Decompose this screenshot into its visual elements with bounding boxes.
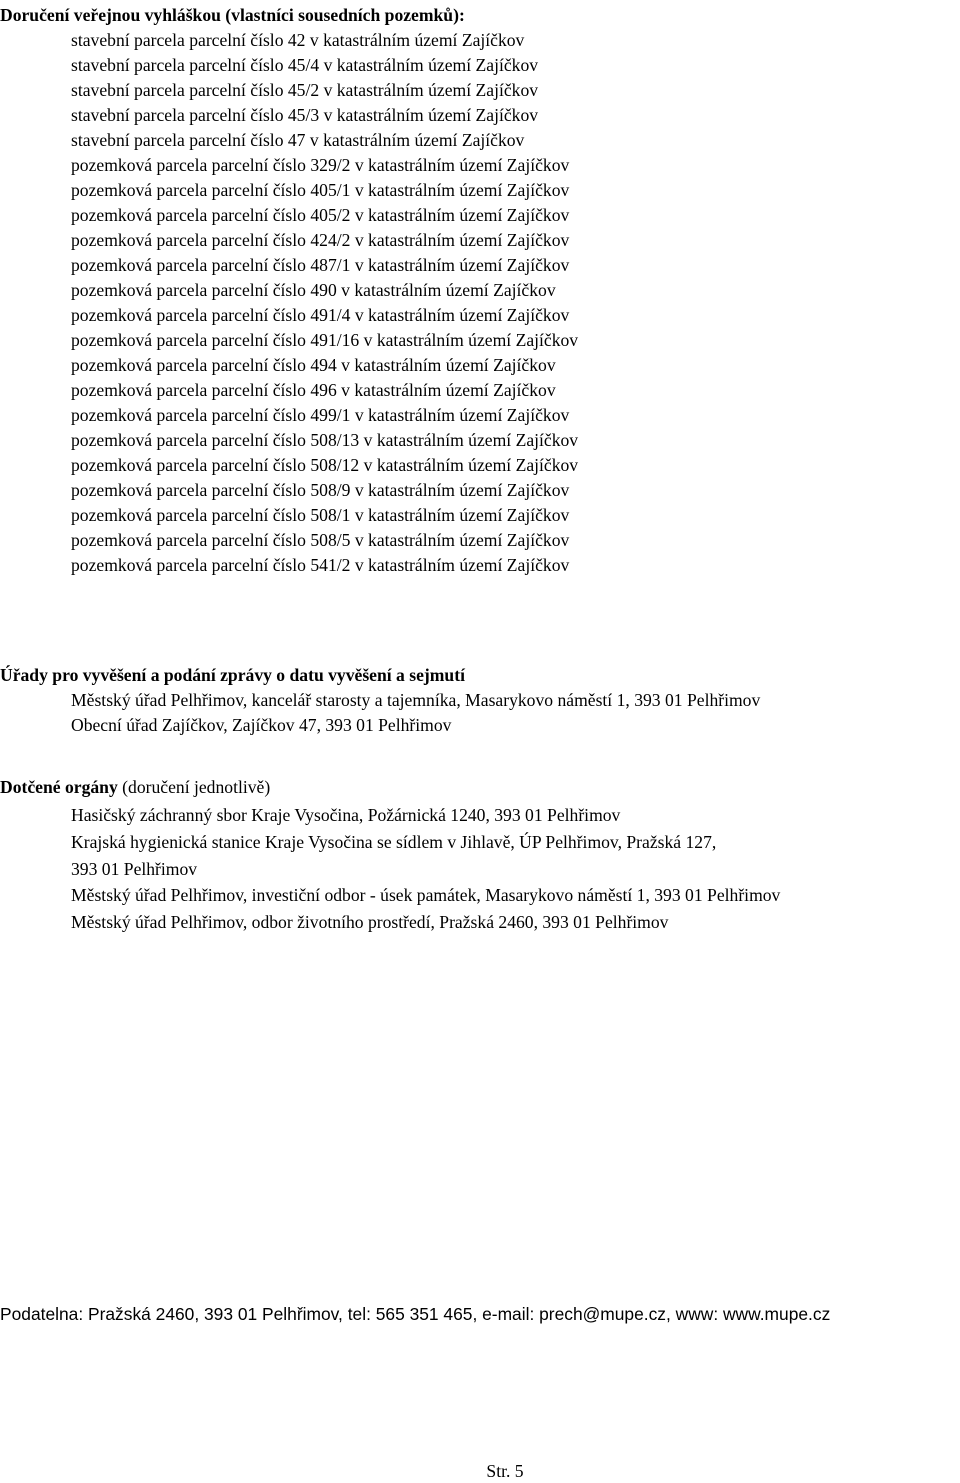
- parcels-heading: Doručení veřejnou vyhláškou (vlastníci sousedních pozemků):: [0, 5, 465, 25]
- parcel-item: pozemková parcela parcelní číslo 405/2 v katastrálním území Zajíčkov: [71, 205, 570, 225]
- parcel-item: stavební parcela parcelní číslo 45/2 v katastrálním území Zajíčkov: [71, 80, 539, 100]
- parcel-item: pozemková parcela parcelní číslo 496 v katastrálním území Zajíčkov: [71, 380, 556, 400]
- parcels-list: [71, 28, 578, 578]
- parcel-item: stavební parcela parcelní číslo 45/3 v katastrálním území Zajíčkov: [71, 105, 539, 125]
- organ-item: Krajská hygienická stanice Kraje Vysočina se sídlem v Jihlavě, ÚP Pelhřimov, Pražská 127,: [71, 831, 717, 852]
- parcel-item: stavební parcela parcelní číslo 47 v katastrálním území Zajíčkov: [71, 130, 525, 150]
- offices-heading: Úřady pro vyvěšení a podání zprávy o datu vyvěšení a sejmutí: [0, 665, 465, 685]
- organ-item: Městský úřad Pelhřimov, odbor životního prostředí, Pražská 2460, 393 01 Pelhřimov: [71, 912, 669, 933]
- parcel-item: pozemková parcela parcelní číslo 499/1 v katastrálním území Zajíčkov: [71, 405, 570, 425]
- footer-contact: Podatelna: Pražská 2460, 393 01 Pelhřimov, tel: 565 351 465, e-mail: prech@mupe.cz, www: www.mupe.cz: [0, 1304, 831, 1324]
- parcel-item: pozemková parcela parcelní číslo 491/16 v katastrálním území Zajíčkov: [71, 330, 579, 350]
- office-item: Obecní úřad Zajíčkov, Zajíčkov 47, 393 01 Pelhřimov: [71, 715, 452, 735]
- parcel-item: pozemková parcela parcelní číslo 491/4 v katastrálním území Zajíčkov: [71, 305, 570, 325]
- parcel-item: pozemková parcela parcelní číslo 541/2 v katastrálním území Zajíčkov: [71, 555, 570, 575]
- parcel-item: pozemková parcela parcelní číslo 329/2 v katastrálním území Zajíčkov: [71, 155, 570, 175]
- organs-heading-note: (doručení jednotlivě): [122, 777, 271, 797]
- parcel-item: pozemková parcela parcelní číslo 508/9 v katastrálním území Zajíčkov: [71, 480, 570, 500]
- parcel-item: pozemková parcela parcelní číslo 508/1 v katastrálním území Zajíčkov: [71, 505, 570, 525]
- parcel-item: pozemková parcela parcelní číslo 494 v katastrálním území Zajíčkov: [71, 355, 556, 375]
- organs-heading-title: Dotčené orgány: [0, 777, 118, 797]
- parcel-item: pozemková parcela parcelní číslo 490 v katastrálním území Zajíčkov: [71, 280, 556, 300]
- parcel-item: stavební parcela parcelní číslo 45/4 v katastrálním území Zajíčkov: [71, 55, 539, 75]
- parcel-item: pozemková parcela parcelní číslo 508/5 v katastrálním území Zajíčkov: [71, 530, 570, 550]
- parcel-item: pozemková parcela parcelní číslo 424/2 v katastrálním území Zajíčkov: [71, 230, 570, 250]
- organ-item: Městský úřad Pelhřimov, investiční odbor - úsek památek, Masarykovo náměstí 1, 393 01 Pelhřimov: [71, 885, 781, 906]
- parcel-item: stavební parcela parcelní číslo 42 v katastrálním území Zajíčkov: [71, 30, 525, 50]
- organs-list: [71, 802, 780, 936]
- offices-list: [71, 688, 760, 738]
- parcel-item: pozemková parcela parcelní číslo 405/1 v katastrálním území Zajíčkov: [71, 180, 570, 200]
- page-number: Str. 5: [486, 1461, 524, 1481]
- parcel-item: pozemková parcela parcelní číslo 508/12 v katastrálním území Zajíčkov: [71, 455, 579, 475]
- organ-item: Hasičský záchranný sbor Kraje Vysočina, Požárnická 1240, 393 01 Pelhřimov: [71, 805, 621, 825]
- parcel-item: pozemková parcela parcelní číslo 487/1 v katastrálním území Zajíčkov: [71, 255, 570, 275]
- parcel-item: pozemková parcela parcelní číslo 508/13 v katastrálním území Zajíčkov: [71, 430, 579, 450]
- office-item: Městský úřad Pelhřimov, kancelář starosty a tajemníka, Masarykovo náměstí 1, 393 01 Pelhřimov: [71, 690, 761, 710]
- organs-heading: [0, 775, 270, 800]
- organ-item: 393 01 Pelhřimov: [71, 858, 198, 879]
